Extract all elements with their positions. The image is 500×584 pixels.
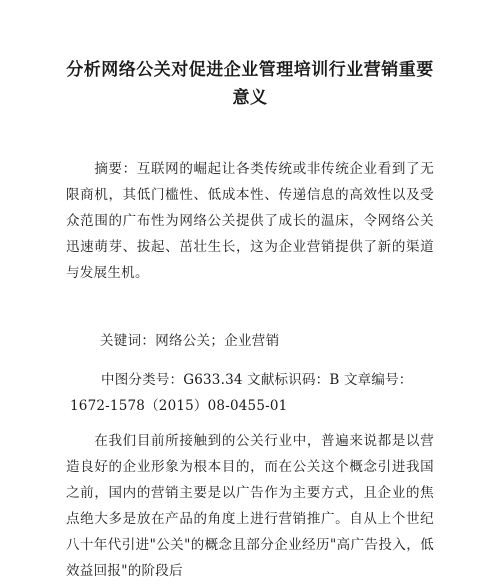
classification-info: 中图分类号：G633.34 文献标识码：B 文章编号：1672-1578（2015）08-0455-01: [70, 372, 413, 414]
abstract-paragraph: 摘要：互联网的崛起让各类传统或非传统企业看到了无限商机，其低门槛性、低成本性、传递信息的高效性以及受众范围的广布性为网络公关提供了成长的温床，令网络公关迅速萌芽、拔起、茁壮生长，这为企业营销提供了新的渠道与发展生机。: [66, 161, 434, 281]
article-title: 分析网络公关对促进企业管理培训行业营销重要意义: [66, 60, 434, 108]
keywords-line: 关键词：网络公关；企业营销: [100, 333, 280, 349]
body-paragraph: 在我们目前所接触到的公关行业中，普遍来说都是以营造良好的企业形象为根本目的，而在公关这个概念引进我国之前，国内的营销主要是以广告作为主要方式，且企业的焦点绝大多是放在产品的角度上进行营销推广。自从上个世纪八十年代引进"公关"的概念且部分企业经历"高广告投入，低效益回报"的阶段后: [66, 433, 434, 579]
